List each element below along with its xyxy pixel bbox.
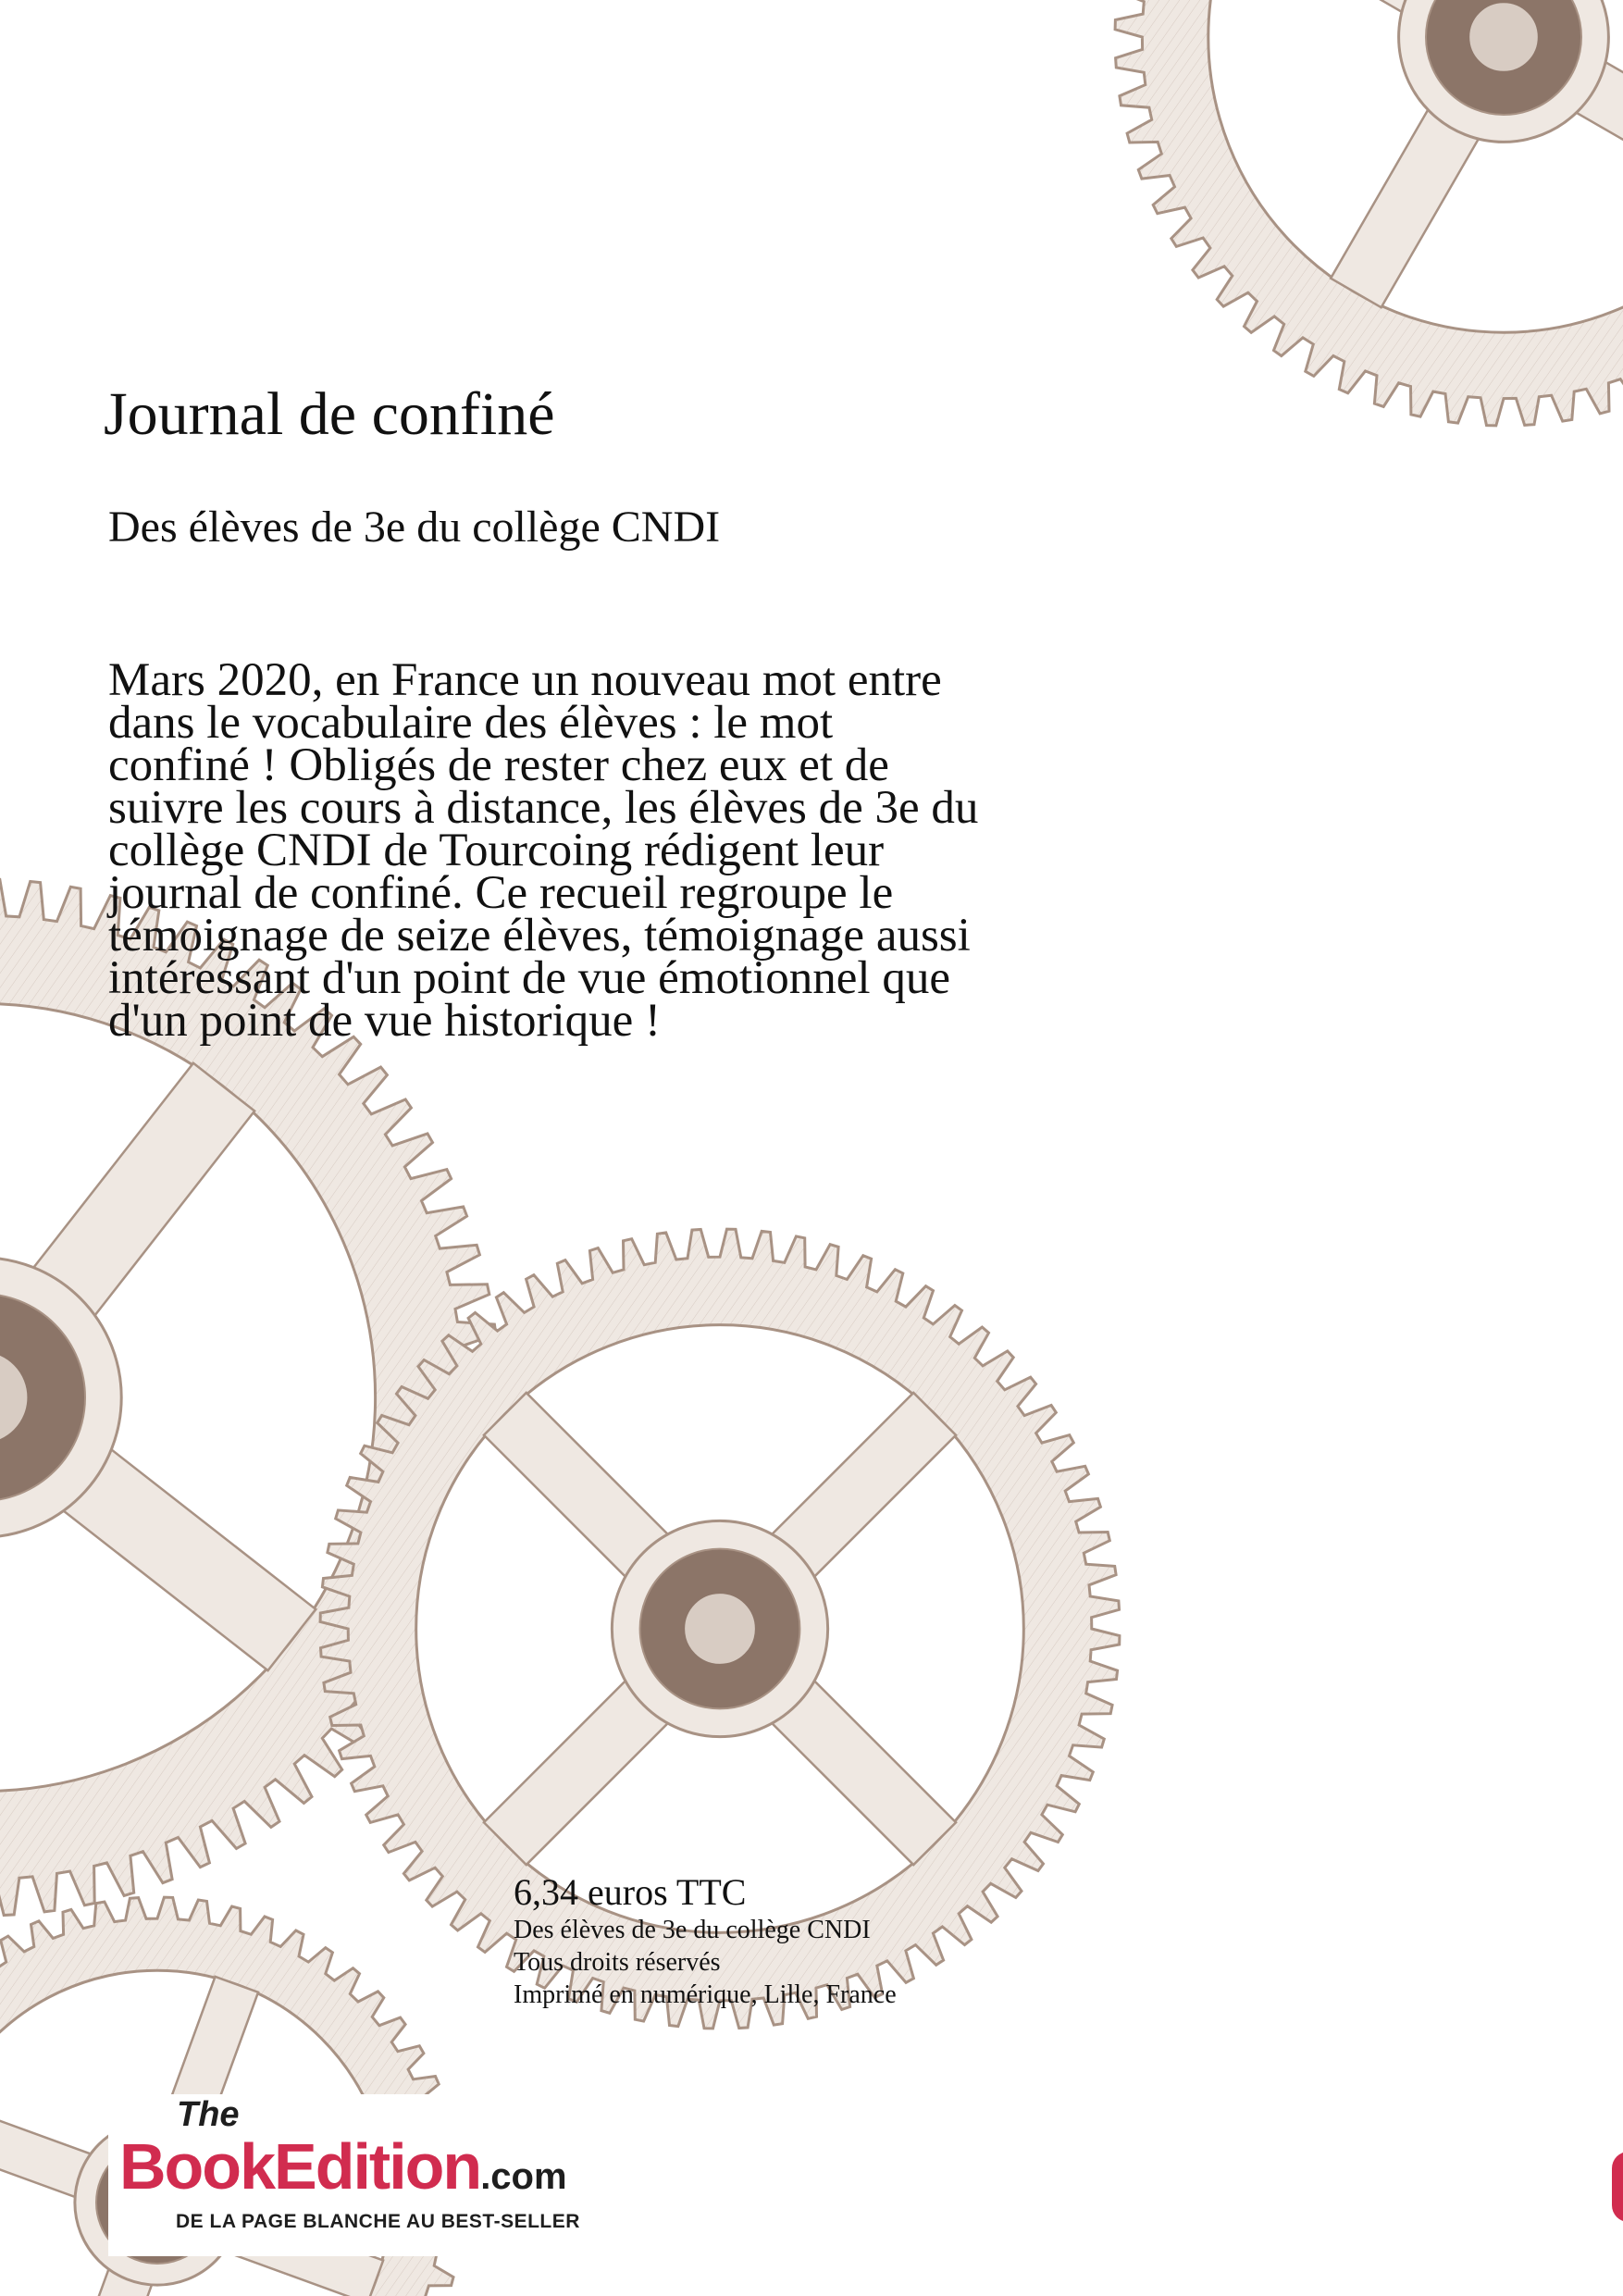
imprint-printing: Imprimé en numérique, Lille, France	[514, 1980, 897, 2009]
blurb-line: Mars 2020, en France un nouveau mot entre	[108, 654, 942, 706]
blurb-line: intéressant d'un point de vue émotionnel que	[108, 952, 950, 1004]
blurb-line: collège CNDI de Tourcoing rédigent leur	[108, 825, 885, 876]
blurb-line: suivre les cours à distance, les élèves de 3e du	[108, 782, 979, 834]
edge-marker-icon	[1612, 2152, 1623, 2222]
imprint-rights: Tous droits réservés	[514, 1948, 721, 1977]
imprint-author: Des élèves de 3e du collège CNDI	[514, 1916, 871, 1944]
imprint-block	[514, 1871, 1106, 2011]
publisher-logo	[108, 2094, 653, 2256]
logo-domain-text: .com	[480, 2156, 567, 2197]
blurb-line: témoignage de seize élèves, témoignage aussi	[108, 910, 971, 962]
book-title: Journal de confiné	[104, 380, 555, 448]
logo-tagline: DE LA PAGE BLANCHE AU BEST-SELLER	[176, 2211, 580, 2232]
book-blurb	[108, 654, 1200, 1047]
blurb-line: dans le vocabulaire des élèves : le mot	[108, 697, 834, 749]
blurb-line: confiné ! Obligés de rester chez eux et de	[108, 739, 889, 791]
gear-top-right-icon	[1115, 0, 1623, 426]
logo-the-text: The	[177, 2095, 240, 2134]
blurb-line: d'un point de vue historique !	[108, 995, 662, 1047]
price-label: 6,34 euros TTC	[514, 1871, 747, 1913]
book-author-line: Des élèves de 3e du collège CNDI	[108, 503, 721, 552]
blurb-line: journal de confiné. Ce recueil regroupe le	[108, 867, 894, 919]
logo-brand-text: BookEdition	[119, 2130, 481, 2203]
